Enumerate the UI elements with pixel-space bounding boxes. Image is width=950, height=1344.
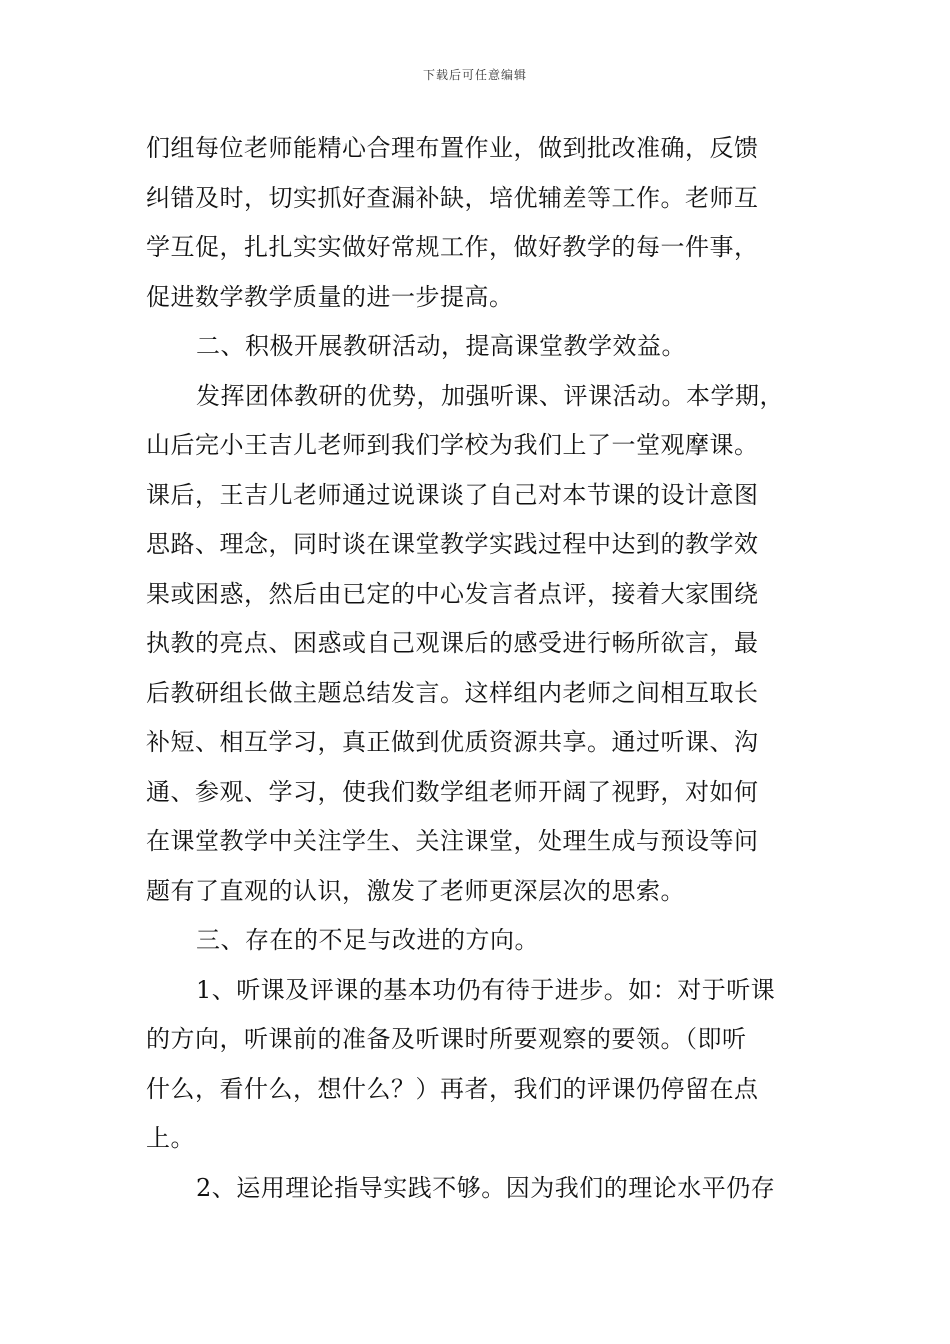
text-line: 思路、理念，同时谈在课堂教学实践过程中达到的教学效 [146, 530, 759, 558]
text-line: 在课堂教学中关注学生、关注课堂，处理生成与预设等问 [146, 827, 759, 855]
section-heading: 二、积极开展教研活动，提高课堂教学效益。 [196, 332, 686, 360]
section-heading: 三、存在的不足与改进的方向。 [196, 926, 539, 954]
text-line: 通、参观、学习，使我们数学组老师开阔了视野，对如何 [146, 777, 759, 806]
text-line: 2、运用理论指导实践不够。因为我们的理论水平仍存 [196, 1173, 776, 1202]
text-line: 课后，王吉儿老师通过说课谈了自己对本节课的设计意图 [146, 480, 759, 509]
text-line: 什么，看什么，想什么？）再者，我们的评课仍停留在点 [146, 1074, 759, 1103]
text-line: 山后完小王吉儿老师到我们学校为我们上了一堂观摩课。 [146, 431, 759, 459]
text-line: 学互促，扎扎实实做好常规工作，做好教学的每一件事， [146, 233, 759, 261]
text-line: 果或困惑，然后由已定的中心发言者点评，接着大家围绕 [146, 579, 759, 608]
text-line: 发挥团体教研的优势，加强听课、评课活动。本学期， [196, 381, 784, 410]
text-line: 纠错及时，切实抓好查漏补缺，培优辅差等工作。老师互 [146, 183, 759, 212]
text-line: 执教的亮点、困惑或自己观课后的感受进行畅所欲言，最 [146, 629, 759, 657]
text-line: 的方向，听课前的准备及听课时所要观察的要领。（即听 [146, 1025, 747, 1053]
document-body [146, 124, 816, 1213]
text-line: 上。 [146, 1124, 195, 1152]
text-line: 后教研组长做主题总结发言。这样组内老师之间相互取长 [146, 678, 759, 707]
text-line: 促进数学教学质量的进一步提高。 [146, 282, 514, 311]
text-line: 补短、相互学习，真正做到优质资源共享。通过听课、沟 [146, 728, 759, 756]
text-line: 1、听课及评课的基本功仍有待于进步。如：对于听课 [196, 975, 776, 1004]
text-line: 们组每位老师能精心合理布置作业，做到批改准确，反馈 [146, 134, 759, 162]
text-line: 题有了直观的认识，激发了老师更深层次的思索。 [146, 876, 685, 905]
header-note: 下载后可任意编辑 [422, 68, 527, 82]
